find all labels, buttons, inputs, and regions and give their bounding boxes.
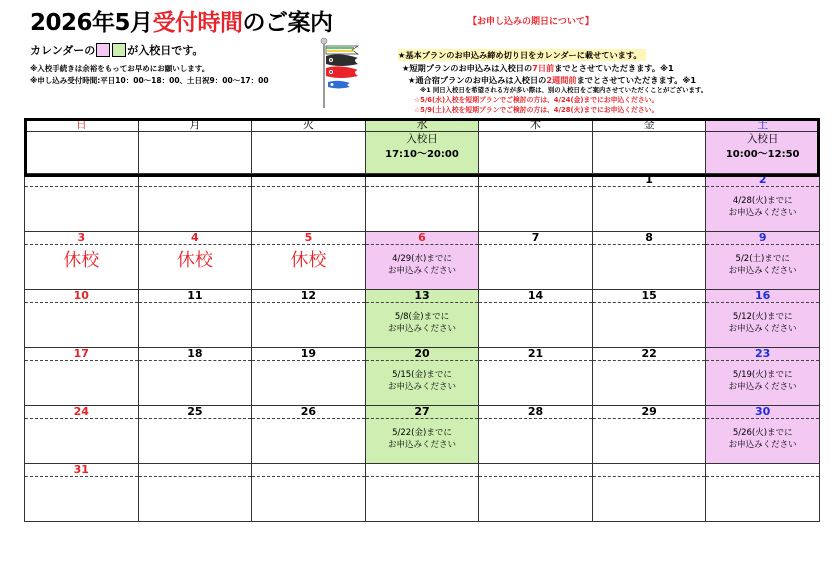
deadline-cell: 5/2(土)までに お申込みください — [706, 245, 820, 290]
deadline-cell: 5/12(火)までに お申込みください — [706, 303, 820, 348]
koinobori-icon — [318, 36, 366, 108]
date-cell: 20 — [365, 348, 479, 361]
date-cell: 22 — [592, 348, 706, 361]
date-cell: 17 — [25, 348, 139, 361]
date-cell: 25 — [138, 406, 252, 419]
date-cell: 15 — [592, 290, 706, 303]
rule-footnote: ※1 同日入校日を希望される方が多い際は、別の入校日をご案内させていただくことがございます。 — [420, 86, 708, 94]
entry-time-cell — [479, 132, 593, 174]
rule-commute-plan: ★通合宿プランのお申込みは入校日の2週間前までとさせていただきます。※1 — [408, 75, 697, 85]
date-cell: 23 — [706, 348, 820, 361]
week-1-dates — [25, 174, 820, 187]
weekday-mon: 月 — [138, 119, 252, 132]
closed-cell: 休校 — [25, 245, 139, 290]
date-cell: 29 — [592, 406, 706, 419]
date-cell: 8 — [592, 232, 706, 245]
rule-short-plan: ★短期プランのお申込みは入校日の7日前までとさせていただきます。※1 — [402, 63, 674, 73]
deadline-rules — [398, 43, 818, 115]
date-cell: 21 — [479, 348, 593, 361]
week-3-body — [25, 303, 820, 348]
date-cell: 28 — [479, 406, 593, 419]
deadline-cell: 5/19(火)までに お申込みください — [706, 361, 820, 406]
deadline-cell: 4/29(水)までに お申込みください — [365, 245, 479, 290]
week-6-body — [25, 477, 820, 522]
legend-line — [30, 42, 203, 58]
deadline-cell: 5/26(火)までに お申込みください — [706, 419, 820, 464]
rule-may9-note: ☆5/9(土)入校を短期プランでご検討の方は、4/28(火)までにお申込ください。 — [414, 106, 659, 114]
week-2-dates — [25, 232, 820, 245]
week-2-body — [25, 245, 820, 290]
date-cell: 19 — [252, 348, 366, 361]
date-cell: 3 — [25, 232, 139, 245]
green-swatch — [112, 43, 126, 57]
date-cell: 12 — [252, 290, 366, 303]
week-4-body — [25, 361, 820, 406]
entry-time-wed: 入校日 17:10〜20:00 — [365, 132, 479, 174]
date-cell: 5 — [252, 232, 366, 245]
week-3-dates — [25, 290, 820, 303]
date-cell: 16 — [706, 290, 820, 303]
weekday-header-row — [25, 119, 820, 132]
date-cell: 31 — [25, 464, 139, 477]
date-cell: 18 — [138, 348, 252, 361]
weekday-sun: 日 — [25, 119, 139, 132]
title-suffix: のご案内 — [242, 10, 333, 36]
weekday-thu: 木 — [479, 119, 593, 132]
date-cell: 9 — [706, 232, 820, 245]
legend-after: が入校日です。 — [127, 44, 204, 57]
weekday-wed: 水 — [365, 119, 479, 132]
entry-time-row — [25, 132, 820, 174]
note-hours: ※申し込み受付時間:平日10：00〜18：00、土日祝9：00〜17：00 — [30, 76, 269, 85]
pink-swatch — [96, 43, 110, 57]
title-highlight: 受付時間 — [152, 10, 243, 36]
week-6-dates — [25, 464, 820, 477]
note-procedure: ※入校手続きは余裕をもってお早めにお願いします。 — [30, 64, 210, 73]
entry-time-sat: 入校日 10:00〜12:50 — [706, 132, 820, 174]
entry-time-cell — [138, 132, 252, 174]
date-cell: 6 — [365, 232, 479, 245]
page-title — [30, 4, 333, 37]
date-cell: 11 — [138, 290, 252, 303]
weekday-sat: 土 — [706, 119, 820, 132]
legend-before: カレンダーの — [30, 44, 96, 57]
date-cell: 24 — [25, 406, 139, 419]
weekday-fri: 金 — [592, 119, 706, 132]
date-cell: 4 — [138, 232, 252, 245]
entry-time-cell — [252, 132, 366, 174]
deadline-cell: 4/28(火)までに お申込みください — [706, 187, 820, 232]
date-cell: 7 — [479, 232, 593, 245]
deadline-cell: 5/8(金)までに お申込みください — [365, 303, 479, 348]
calendar-table — [24, 118, 820, 522]
date-cell: 10 — [25, 290, 139, 303]
title-month: 2026年5月 — [30, 10, 153, 36]
rule-may6-note: ☆5/6(水)入校を短期プランでご検討の方は、4/24(金)までにお申込ください。 — [414, 96, 659, 104]
week-5-dates — [25, 406, 820, 419]
closed-cell: 休校 — [252, 245, 366, 290]
weekday-tue: 火 — [252, 119, 366, 132]
date-cell: 1 — [592, 174, 706, 187]
entry-time-cell — [592, 132, 706, 174]
week-4-dates — [25, 348, 820, 361]
entry-time-cell — [25, 132, 139, 174]
date-cell: 14 — [479, 290, 593, 303]
deadline-cell: 5/15(金)までに お申込みください — [365, 361, 479, 406]
date-cell: 26 — [252, 406, 366, 419]
week-1-body — [25, 187, 820, 232]
closed-cell: 休校 — [138, 245, 252, 290]
date-cell: 27 — [365, 406, 479, 419]
date-cell: 2 — [706, 174, 820, 187]
rule-basic-plan: ★基本プランのお申込み締め切り日をカレンダーに載せています。 — [398, 49, 646, 61]
date-cell: 13 — [365, 290, 479, 303]
week-5-body — [25, 419, 820, 464]
date-cell: 30 — [706, 406, 820, 419]
deadline-cell: 5/22(金)までに お申込みください — [365, 419, 479, 464]
deadline-info-title: 【お申し込みの期日について】 — [468, 17, 594, 27]
